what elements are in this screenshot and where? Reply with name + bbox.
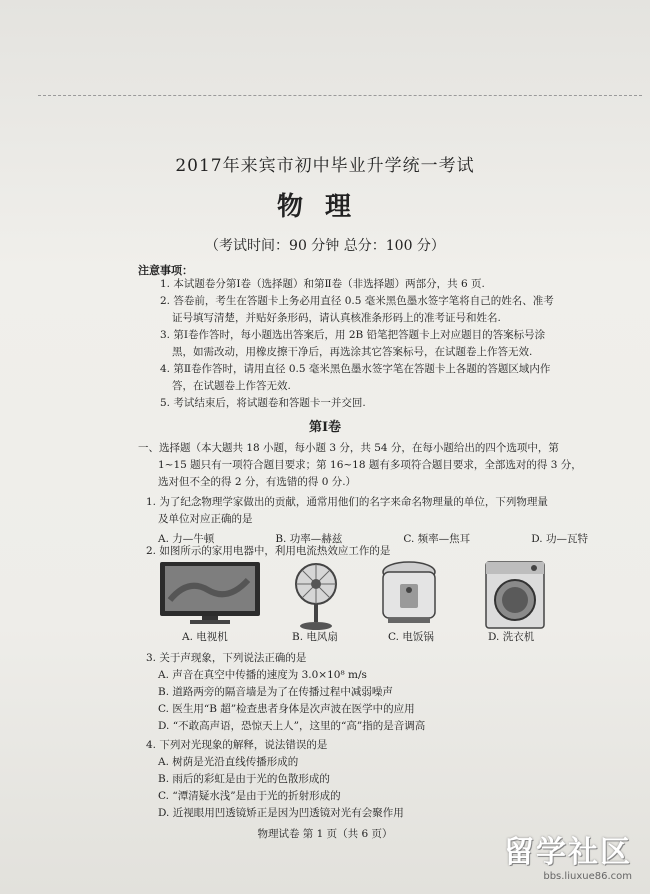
notice-heading: 注意事项：: [138, 264, 193, 277]
question-4-option: A. 树荫是光沿直线传播形成的: [158, 756, 299, 768]
notice-item: 2. 答卷前，考生在答题卡上务必用直径 0.5 毫米黑色墨水签字笔将自己的姓名、准考: [160, 295, 554, 307]
washing-machine-image: [482, 560, 548, 632]
rice-cooker-image: [378, 560, 440, 626]
question-3-stem: 3. 关于声现象，下列说法正确的是: [146, 652, 307, 664]
watermark: [472, 827, 632, 882]
question-3-option: A. 声音在真空中传播的速度为 3.0×10⁸ m/s: [158, 669, 367, 681]
caption-d: D. 洗衣机: [488, 631, 535, 643]
notice-item: 3. 第Ⅰ卷作答时，每小题选出答案后，用 2B 铅笔把答题卡上对应题目的答案标号涂: [160, 329, 546, 341]
question-4-stem: 4. 下列对光现象的解释，说法错误的是: [146, 739, 328, 751]
question-3-option: D. “不敢高声语，恐惊天上人”，这里的“高”指的是音调高: [158, 720, 426, 732]
watermark-url: bbs.liuxue86.com: [543, 871, 632, 882]
top-dashed-rule: [38, 95, 642, 96]
question-3-option: B. 道路两旁的隔音墙是为了在传播过程中减弱噪声: [158, 686, 393, 698]
question-4-option: D. 近视眼用凹透镜矫正是因为凹透镜对光有会聚作用: [158, 807, 404, 819]
notice-list: [160, 276, 590, 412]
notice-item: 1. 本试题卷分第Ⅰ卷（选择题）和第Ⅱ卷（非选择题）两部分，共 6 页.: [160, 278, 485, 290]
question-2-stem: 2. 如图所示的家用电器中，利用电流热效应工作的是: [146, 545, 391, 557]
fan-image: [286, 560, 346, 632]
option-b: B. 功率—赫兹: [275, 533, 343, 545]
option-c: C. 频率—焦耳: [403, 533, 471, 545]
notice-item: 4. 第Ⅱ卷作答时，请用直径 0.5 毫米黑色墨水签字笔在答题卡上各题的答题区域内作: [160, 363, 551, 375]
question-1-stem: 及单位对应正确的是: [158, 513, 253, 525]
section-heading: 第Ⅰ卷: [308, 420, 342, 435]
caption-c: C. 电饭锅: [388, 631, 434, 643]
watermark-logo: 留学社区: [504, 835, 632, 870]
page-footer: 物理试卷 第 1 页（共 6 页）: [257, 828, 393, 840]
caption-b: B. 电风扇: [292, 631, 338, 643]
option-a: A. 力—牛顿: [158, 533, 215, 545]
subject-title: 物理: [276, 192, 373, 222]
part1-intro: 选对但不全的得 2 分，有选错的得 0 分.）: [158, 476, 357, 488]
notice-item: 5. 考试结束后，将试题卷和答题卡一并交回.: [160, 397, 366, 409]
question-4-option: C. “潭清疑水浅”是由于光的折射形成的: [158, 790, 341, 802]
exam-title: 2017年来宾市初中毕业升学统一考试: [175, 156, 475, 176]
time-info: （考试时间：90 分钟 总分：100 分）: [205, 238, 445, 254]
option-d: D. 功—瓦特: [531, 533, 588, 545]
question-4-option: B. 雨后的彩虹是由于光的色散形成的: [158, 773, 330, 785]
part1-intro: 1~15 题只有一项符合题目要求；第 16~18 题有多项符合题目要求，全部选对的得 3 分，: [158, 459, 582, 471]
part1-intro: 一、选择题（本大题共 18 小题，每小题 3 分，共 54 分，在每小题给出的四个选项中，第: [138, 442, 559, 454]
tv-image: [158, 560, 263, 626]
question-3-option: C. 医生用“B 超”检查患者身体是次声波在医学中的应用: [158, 703, 415, 715]
question-1-stem: 1. 为了纪念物理学家做出的贡献，通常用他们的名字来命名物理量的单位，下列物理量: [146, 496, 548, 508]
notice-item: 答，在试题卷上作答无效.: [172, 380, 291, 392]
caption-a: A. 电视机: [182, 631, 228, 643]
notice-item: 黑，如需改动，用橡皮擦干净后，再选涂其它答案标号，在试题卷上作答无效.: [172, 346, 533, 358]
notice-item: 证号填写清楚，并贴好条形码，请认真核准条形码上的准考证号和姓名.: [172, 312, 501, 324]
